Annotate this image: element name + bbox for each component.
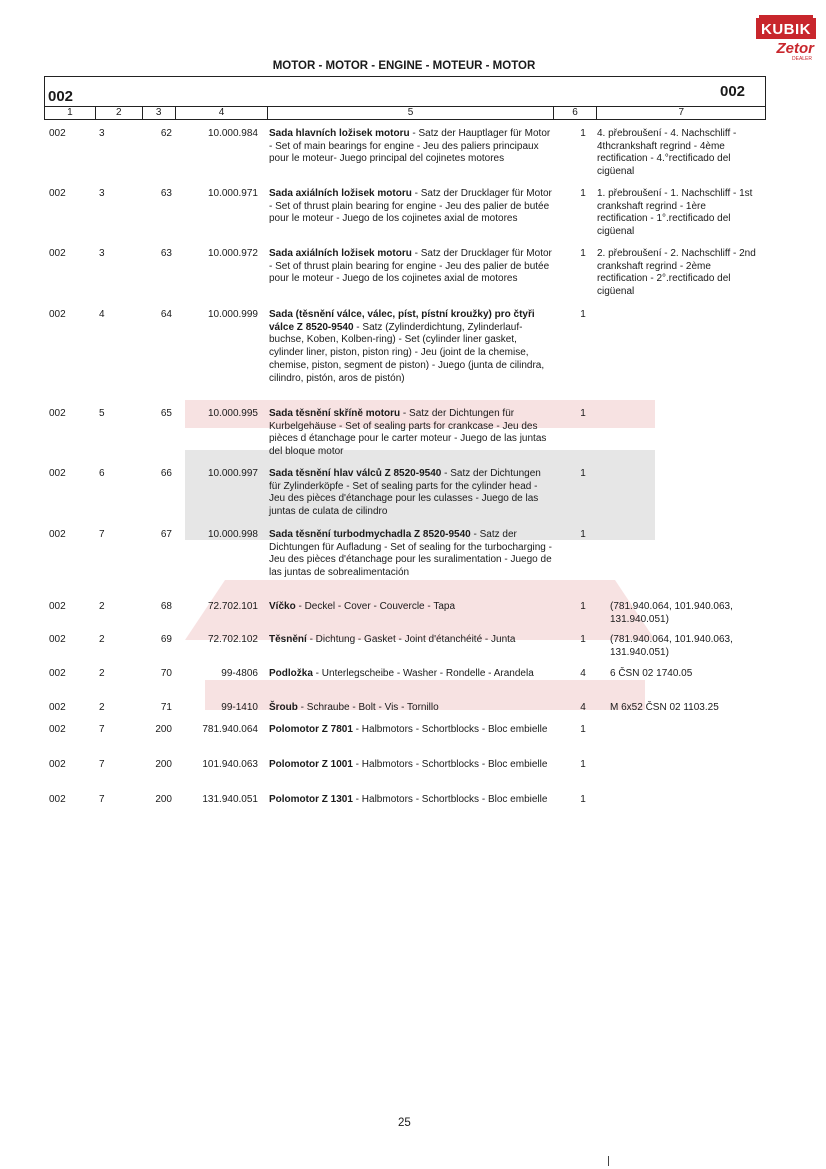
part-translations: - Satz der Drucklager für Motor - Set of thrust plain bearing for engine - Jeu des palier de butée pour le moteur - Juego de los cojinetes axial de motores <box>269 248 552 285</box>
cell-section: 002 <box>49 794 66 805</box>
page-title: MOTOR - MOTOR - ENGINE - MOTEUR - MOTOR <box>272 60 536 72</box>
cell-description <box>269 759 552 772</box>
cell-group: 2 <box>99 668 105 679</box>
cell-note: 2. přebroušení - 2. Nachschliff - 2nd crankshaft regrind - 2ème rectification - 2°.rectificado del cigüenal <box>597 248 756 298</box>
cell-part-number: 10.000.997 <box>207 468 258 479</box>
cell-description <box>269 601 552 614</box>
cell-position: 70 <box>160 668 172 679</box>
cell-group: 4 <box>99 309 105 320</box>
part-name: Polomotor Z 1001 <box>269 759 353 770</box>
cell-position: 200 <box>155 759 172 770</box>
part-name: Sada axiálních ložisek motoru <box>269 188 412 199</box>
cell-note: 1. přebroušení - 1. Nachschliff - 1st crankshaft regrind - 1ère rectification - 1°.rectificado del cigüenal <box>597 188 753 238</box>
cell-description <box>269 529 552 580</box>
cell-section: 002 <box>49 724 66 735</box>
cell-quantity: 1 <box>580 188 586 199</box>
cell-quantity: 1 <box>580 408 586 419</box>
cell-quantity: 1 <box>580 794 586 805</box>
part-name: Sada těsnění hlav válců Z 8520-9540 <box>269 468 442 479</box>
cell-part-number: 99-1410 <box>221 702 258 713</box>
part-name: Sada těsnění turbodmychadla Z 8520-9540 <box>269 529 471 540</box>
cell-part-number: 72.702.101 <box>207 601 258 612</box>
cell-group: 7 <box>99 529 105 540</box>
cell-section: 002 <box>49 128 66 139</box>
cell-description <box>269 668 552 681</box>
cell-position: 200 <box>155 794 172 805</box>
cell-note: M 6x52 ČSN 02 1103.25 <box>610 702 719 713</box>
cell-part-number: 10.000.984 <box>207 128 258 139</box>
part-translations: - Deckel - Cover - Couvercle - Tapa <box>295 601 455 612</box>
cell-note: 4. přebroušení - 4. Nachschliff - 4thcrankshaft regrind - 4ème rectification - 4.°rectificado del cigüenal <box>597 128 737 178</box>
cell-quantity: 1 <box>580 601 586 612</box>
part-translations: - Satz der Dichtungen für Zylinderköpfe - Set of sealing parts for the cylinder head - Jeu des pièces d'étanchage pour les culasses - Juego de las juntas de culata de cilindro <box>269 468 541 518</box>
cell-position: 63 <box>160 248 172 259</box>
cell-group: 3 <box>99 248 105 259</box>
section-code-right: 002 <box>720 83 746 100</box>
column-header: 3 <box>143 107 176 119</box>
cell-part-number: 10.000.972 <box>207 248 258 259</box>
cell-quantity: 1 <box>580 468 586 479</box>
scan-mark <box>608 1156 609 1166</box>
cell-description <box>269 794 552 807</box>
part-translations: - Dichtung - Gasket - Joint d'étanchéité - Junta <box>306 634 516 645</box>
cell-position: 68 <box>160 601 172 612</box>
cell-part-number: 10.000.999 <box>207 309 258 320</box>
cell-description <box>269 128 552 166</box>
part-name: Polomotor Z 7801 <box>269 724 353 735</box>
cell-section: 002 <box>49 601 66 612</box>
cell-group: 3 <box>99 128 105 139</box>
cell-position: 69 <box>160 634 172 645</box>
part-name: Těsnění <box>269 634 307 645</box>
cell-quantity: 4 <box>580 668 586 679</box>
cell-part-number: 10.000.998 <box>207 529 258 540</box>
part-name: Sada axiálních ložisek motoru <box>269 248 412 259</box>
column-header: 7 <box>678 107 685 118</box>
part-translations: - Halbmotors - Schortblocks - Bloc embielle <box>352 759 548 770</box>
cell-description <box>269 248 552 286</box>
cell-group: 5 <box>99 408 105 419</box>
cell-section: 002 <box>49 702 66 713</box>
column-header: 5 <box>268 107 553 119</box>
cell-section: 002 <box>49 408 66 419</box>
cell-description <box>269 724 552 737</box>
cell-part-number: 101.940.063 <box>202 759 258 770</box>
part-translations: - Satz der Hauptlager für Motor - Set of main bearings for engine - Jeu des paliers principaux pour le moteur- Juego principal del cojinetes motores <box>269 128 551 165</box>
cell-quantity: 1 <box>580 724 586 735</box>
cell-position: 67 <box>160 529 172 540</box>
cell-section: 002 <box>49 468 66 479</box>
cell-position: 62 <box>160 128 172 139</box>
cell-note: 6 ČSN 02 1740.05 <box>610 668 693 679</box>
cell-part-number: 10.000.995 <box>207 408 258 419</box>
cell-quantity: 1 <box>580 634 586 645</box>
part-name: Podložka <box>269 668 313 679</box>
part-name: Sada hlavních ložisek motoru <box>269 128 410 139</box>
cell-group: 3 <box>99 188 105 199</box>
cell-description <box>269 309 552 385</box>
cell-position: 200 <box>155 724 172 735</box>
part-name: Sada těsnění skříně motoru <box>269 408 401 419</box>
column-header: 4 <box>176 107 269 119</box>
logo-maker: Zetor <box>776 40 814 57</box>
cell-section: 002 <box>49 529 66 540</box>
cell-description <box>269 702 552 715</box>
cell-section: 002 <box>49 248 66 259</box>
part-name: Sada (těsnění válce, válec, píst, pístní kroužky) pro čtyři válce Z 8520-9540 <box>269 309 535 333</box>
cell-section: 002 <box>49 759 66 770</box>
cell-section: 002 <box>49 188 66 199</box>
cell-quantity: 1 <box>580 759 586 770</box>
part-translations: - Unterlegscheibe - Washer - Rondelle - Arandela <box>312 668 534 679</box>
cell-part-number: 72.702.102 <box>207 634 258 645</box>
cell-section: 002 <box>49 634 66 645</box>
cell-description <box>269 188 552 226</box>
column-header-row <box>44 106 766 120</box>
cell-part-number: 131.940.051 <box>202 794 258 805</box>
part-name: Šroub <box>269 702 298 713</box>
part-translations: - Satz (Zylinderdichtung, Zylinderlauf-buchse, Koben, Kolben-ring) - Set (cylinder liner gasket, cylinder liner, piston, piston ring) - Jeu (joint de la chemise, chemise, piston, segment de piston) - Juego (junta de cilindra, cilindro, pistón, aros de pistón) <box>269 321 545 384</box>
cell-group: 7 <box>99 724 105 735</box>
cell-description <box>269 408 552 459</box>
column-header: 1 <box>45 107 96 119</box>
part-translations: - Satz der Drucklager für Motor - Set of thrust plain bearing for engine - Jeu des palier de butée pour le moteur - Juego de los cojinetes axial de motores <box>269 188 552 225</box>
part-translations: - Satz der Dichtungen für Aufladung - Set of sealing for the turbocharging - Jeu des pièces d'étanchage pour les suralimentation - Juego de las juntas de sobrealimentación <box>269 529 552 579</box>
logo-brand: KUBIK <box>756 18 816 39</box>
section-code-left: 002 <box>48 88 74 105</box>
part-translations: - Satz der Dichtungen für Kurbelgehäuse - Set of sealing parts for crankcase - Jeu des pièces d étanchage pour le carter moteur - Juego de las juntas del bloque motor <box>269 408 547 458</box>
part-translations: - Halbmotors - Schortblocks - Bloc embielle <box>352 724 548 735</box>
cell-quantity: 1 <box>580 309 586 320</box>
kubik-zetor-logo <box>756 14 816 62</box>
column-header: 2 <box>96 107 143 119</box>
cell-group: 2 <box>99 601 105 612</box>
cell-group: 7 <box>99 759 105 770</box>
cell-group: 6 <box>99 468 105 479</box>
cell-part-number: 10.000.971 <box>207 188 258 199</box>
part-translations: - Halbmotors - Schortblocks - Bloc embielle <box>352 794 548 805</box>
part-name: Víčko <box>269 601 296 612</box>
cell-position: 66 <box>160 468 172 479</box>
cell-part-number: 99-4806 <box>221 668 258 679</box>
cell-group: 2 <box>99 634 105 645</box>
cell-note: (781.940.064, 101.940.063, 131.940.051) <box>610 601 733 625</box>
part-name: Polomotor Z 1301 <box>269 794 353 805</box>
cell-position: 71 <box>160 702 172 713</box>
cell-note: (781.940.064, 101.940.063, 131.940.051) <box>610 634 733 658</box>
cell-quantity: 1 <box>580 128 586 139</box>
cell-group: 2 <box>99 702 105 713</box>
cell-quantity: 4 <box>580 702 586 713</box>
part-translations: - Schraube - Bolt - Vis - Tornillo <box>297 702 439 713</box>
cell-section: 002 <box>49 668 66 679</box>
cell-quantity: 1 <box>580 529 586 540</box>
cell-position: 63 <box>160 188 172 199</box>
page-number: 25 <box>398 1117 411 1129</box>
cell-description <box>269 634 552 647</box>
cell-position: 64 <box>160 309 172 320</box>
cell-group: 7 <box>99 794 105 805</box>
cell-part-number: 781.940.064 <box>202 724 258 735</box>
cell-description <box>269 468 552 519</box>
section-header-frame <box>44 76 766 107</box>
cell-position: 65 <box>160 408 172 419</box>
cell-section: 002 <box>49 309 66 320</box>
cell-quantity: 1 <box>580 248 586 259</box>
column-header: 6 <box>554 107 598 119</box>
logo-tag: DEALER <box>792 56 813 62</box>
